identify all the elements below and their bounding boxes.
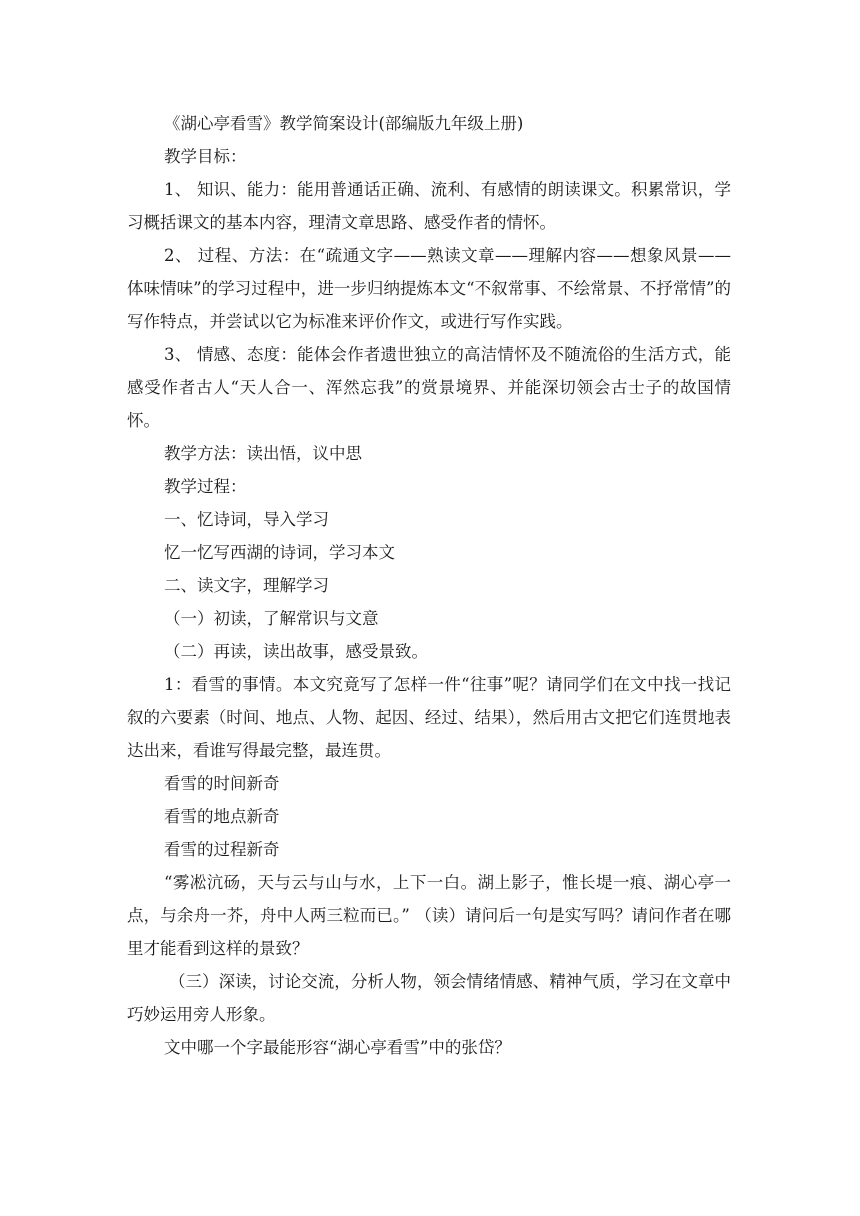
document-title: 《湖心亭看雪》教学简案设计(部编版九年级上册) xyxy=(164,114,524,133)
substep-first-reading: （一）初读，了解常识与文意 xyxy=(164,609,379,628)
step-1-text: 忆一忆写西湖的诗词，学习本文 xyxy=(164,543,395,562)
point-place: 看雪的地点新奇 xyxy=(164,807,280,826)
step-2-heading: 二、读文字，理解学习 xyxy=(164,576,329,595)
objective-3: 3、 情感、态度：能体会作者遗世独立的高洁情怀及不随流俗的生活方式，能感受作者古人“天人合一、浑然忘我”的赏景境界、并能深切领会古士子的故国情怀。 xyxy=(127,345,731,430)
teaching-method: 教学方法：读出悟，议中思 xyxy=(164,444,362,463)
point-process: 看雪的过程新奇 xyxy=(164,840,280,859)
point-time: 看雪的时间新奇 xyxy=(164,774,280,793)
document-body xyxy=(127,107,731,1064)
objective-1: 1、 知识、能力：能用普通话正确、流利、有感情的朗读课文。积累常识，学习概括课文的基本内容，理清文章思路、感受作者的情怀。 xyxy=(127,180,731,232)
discussion-question: 文中哪一个字最能形容“湖心亭看雪”中的张岱？ xyxy=(164,1038,511,1057)
substep-second-reading: （二）再读，读出故事，感受景致。 xyxy=(164,642,428,661)
section-heading-process: 教学过程： xyxy=(164,477,247,496)
substep-deep-reading: （三）深读，讨论交流，分析人物，领会情绪情感、精神气质，学习在文章中巧妙运用旁人形象。 xyxy=(127,972,731,1024)
activity-1: 1：看雪的事情。本文究竟写了怎样一件“往事”呢？请同学们在文中找一找记叙的六要素（时间、地点、人物、起因、经过、结果），然后用古文把它们连贯地表达出来，看谁写得最完整，最连贯。 xyxy=(127,675,731,760)
section-heading-objectives: 教学目标： xyxy=(164,147,247,166)
step-1-heading: 一、忆诗词，导入学习 xyxy=(164,510,329,529)
objective-2: 2、 过程、方法：在“疏通文字——熟读文章——理解内容——想象风景——体味情味”的学习过程中，进一步归纳提炼本文“不叙常事、不绘常景、不抒常情”的写作特点，并尝试以它为标准来评价作文，或进行写作实践。 xyxy=(127,246,731,331)
quote-paragraph: “雾凇沆砀，天与云与山与水，上下一白。湖上影子，惟长堤一痕、湖心亭一点，与余舟一芥，舟中人两三粒而已。” （读）请问后一句是实写吗？请问作者在哪里才能看到这样的景致？ xyxy=(127,873,731,958)
